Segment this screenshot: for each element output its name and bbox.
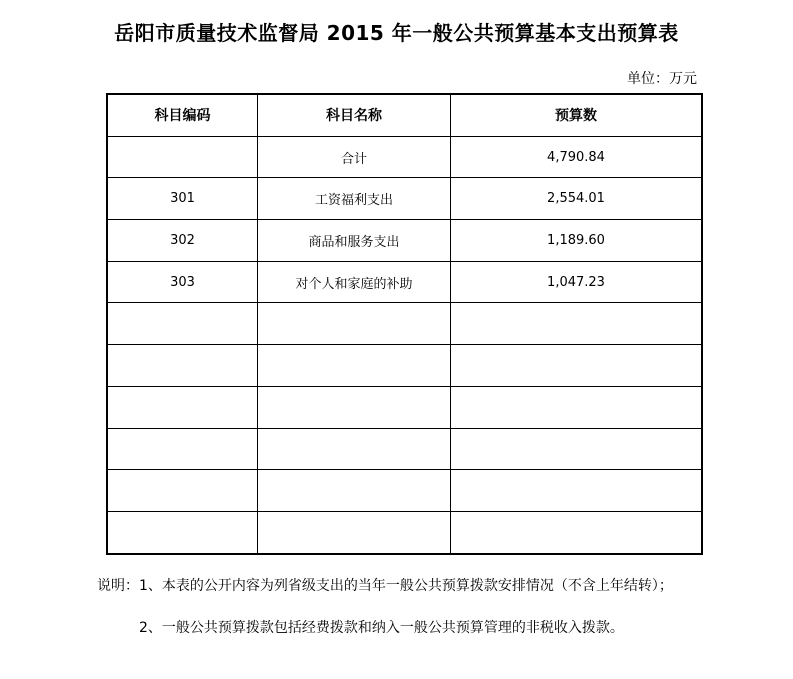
table-row-302	[107, 220, 702, 262]
cell-subject-code	[107, 303, 258, 345]
table-row-empty	[107, 345, 702, 387]
cell-budget-amount	[451, 511, 703, 553]
table-row-empty	[107, 386, 702, 428]
cell-budget-amount: 2,554.01	[451, 178, 703, 220]
table-row-empty	[107, 428, 702, 470]
table-row-303	[107, 261, 702, 303]
table-row-empty	[107, 511, 702, 553]
cell-subject-name: 对个人和家庭的补助	[258, 261, 451, 303]
table-row-empty	[107, 470, 702, 512]
budget-document-page	[0, 22, 793, 679]
note-line-1: 说明：1、本表的公开内容为列省级支出的当年一般公共预算拨款安排情况（不含上年结转）；	[97, 577, 673, 594]
cell-subject-name	[258, 386, 451, 428]
table-row-empty	[107, 303, 702, 345]
cell-subject-name	[258, 428, 451, 470]
cell-subject-code	[107, 345, 258, 387]
cell-subject-code: 302	[107, 220, 258, 262]
cell-subject-code	[107, 428, 258, 470]
page-title: 岳阳市质量技术监督局 2015 年一般公共预算基本支出预算表	[114, 21, 679, 45]
cell-subject-name	[258, 511, 451, 553]
cell-budget-amount	[451, 303, 703, 345]
cell-budget-amount: 4,790.84	[451, 136, 703, 178]
cell-subject-name: 工资福利支出	[258, 178, 451, 220]
budget-table	[106, 93, 703, 555]
cell-subject-code	[107, 136, 258, 178]
cell-subject-name: 商品和服务支出	[258, 220, 451, 262]
cell-subject-code	[107, 511, 258, 553]
cell-budget-amount	[451, 345, 703, 387]
cell-budget-amount	[451, 386, 703, 428]
header-subject-code: 科目编码	[107, 94, 258, 136]
cell-budget-amount	[451, 428, 703, 470]
cell-subject-code: 303	[107, 261, 258, 303]
unit-label: 单位：万元	[627, 71, 697, 87]
cell-subject-name	[258, 303, 451, 345]
cell-budget-amount: 1,047.23	[451, 261, 703, 303]
cell-subject-code	[107, 470, 258, 512]
cell-subject-name	[258, 470, 451, 512]
note-line-2: 2、一般公共预算拨款包括经费拨款和纳入一般公共预算管理的非税收入拨款。	[139, 619, 624, 636]
cell-subject-code: 301	[107, 178, 258, 220]
cell-subject-code	[107, 386, 258, 428]
table-header-row	[107, 94, 702, 136]
cell-budget-amount	[451, 470, 703, 512]
header-subject-name: 科目名称	[258, 94, 451, 136]
cell-budget-amount: 1,189.60	[451, 220, 703, 262]
table-row-301	[107, 178, 702, 220]
table-row-total	[107, 136, 702, 178]
header-budget-amount: 预算数	[451, 94, 703, 136]
cell-subject-name: 合计	[258, 136, 451, 178]
cell-subject-name	[258, 345, 451, 387]
